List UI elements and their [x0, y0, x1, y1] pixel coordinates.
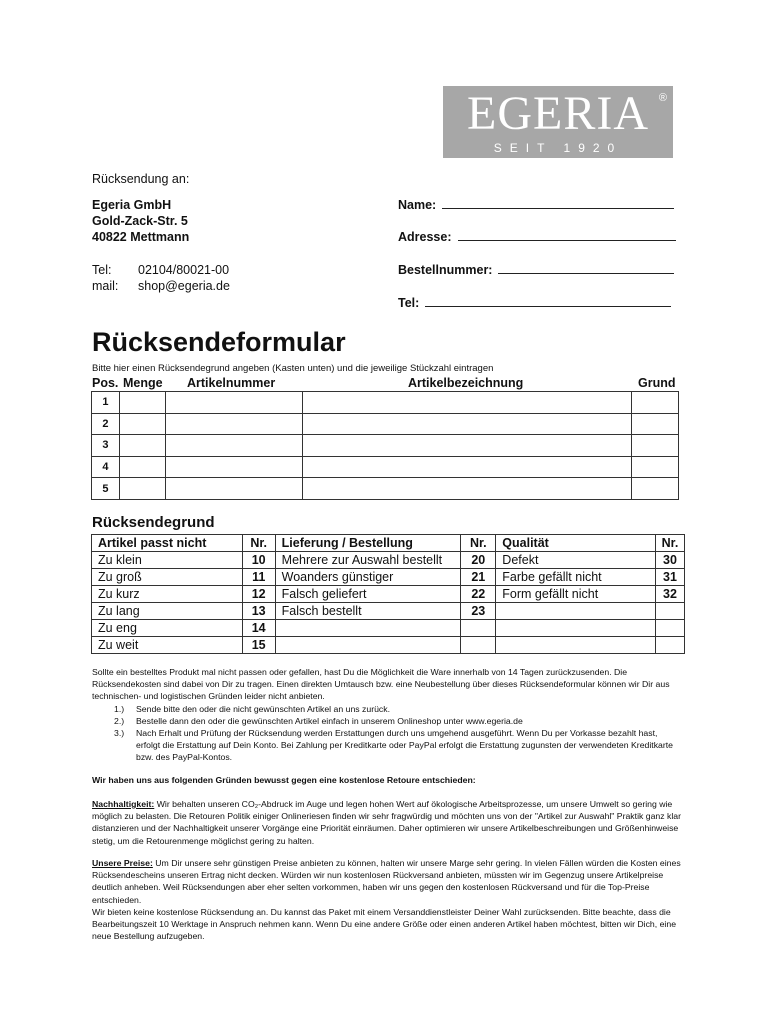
- reason-label: Zu lang: [92, 603, 243, 620]
- list-item: [92, 715, 682, 727]
- reason-cell[interactable]: [632, 478, 679, 500]
- order-number-field[interactable]: [398, 262, 674, 277]
- reasons-header: Nr.: [656, 535, 685, 552]
- table-row: [92, 435, 679, 457]
- reason-label: [275, 637, 461, 654]
- reason-cell[interactable]: [632, 413, 679, 435]
- form-hint: Bitte hier einen Rücksendegrund angeben (Kasten unten) und die jeweilige Stückzahl eintragen: [92, 363, 494, 374]
- reasons-header: Nr.: [461, 535, 496, 552]
- reason-code: 23: [461, 603, 496, 620]
- article-number-cell[interactable]: [165, 478, 302, 500]
- tel-value: 02104/80021-00: [138, 263, 230, 277]
- reason-label: Defekt: [496, 552, 656, 569]
- reason-cell[interactable]: [632, 435, 679, 457]
- pos-cell: 5: [92, 478, 120, 500]
- name-field[interactable]: [398, 197, 674, 212]
- col-artikelbezeichnung: Artikelbezeichnung: [408, 376, 524, 390]
- closing-text: Wir bieten keine kostenlose Rücksendung an. Du kannst das Paket mit einem Versanddienstleister Deiner Wahl zurücksenden. Bitte beachte, dass die Bearbeitungszeit 10 Werktage in Anspruch nehmen kann. Wenn Du eine andere Größe oder einen anderen Artikel haben möchtest, bitten wir Dich, eine neue Bestellung aufzugeben.: [92, 906, 677, 942]
- sustainability-text: Wir behalten unseren CO₂-Abdruck im Auge und legen hohen Wert auf ökologische Arbeitsprozesse, um unsere Umwelt so gering wie möglich zu belasten. Die Retouren Politik einiger Onlineriesen finden wir sehr fragwürdig und möchten uns von der "Artikel zur Auswahl" Praktik ganz klar distanzieren und der Nachhaltigkeit unserer Vorgänge eine Priorität einräumen. Daher optimieren wir unsere Artikelbeschreibungen und Größenhinweise stetig, um die Retourenmenge möglichst gering zu halten.: [92, 799, 682, 846]
- table-row: [92, 637, 685, 654]
- reason-cell[interactable]: [632, 456, 679, 478]
- page-title: Rücksendeformular: [92, 327, 346, 357]
- quantity-cell[interactable]: [119, 392, 165, 414]
- logo-registered: ®: [658, 92, 667, 104]
- article-name-cell[interactable]: [302, 392, 631, 414]
- reason-label: Zu weit: [92, 637, 243, 654]
- customer-tel-line[interactable]: [425, 295, 671, 307]
- quantity-cell[interactable]: [119, 435, 165, 457]
- reason-label: Zu groß: [92, 569, 243, 586]
- col-grund: Grund: [638, 376, 676, 390]
- article-name-cell[interactable]: [302, 435, 631, 457]
- table-row: [92, 552, 685, 569]
- items-table: [91, 391, 679, 500]
- reason-code: 20: [461, 552, 496, 569]
- table-row: [92, 586, 685, 603]
- pos-cell: 4: [92, 456, 120, 478]
- reason-label: Falsch bestellt: [275, 603, 461, 620]
- reason-label: Mehrere zur Auswahl bestellt: [275, 552, 461, 569]
- reason-code: 15: [242, 637, 275, 654]
- step-text: Nach Erhalt und Prüfung der Rücksendung werden Erstattungen durch uns umgehend ausgeführt. Wenn Du per Vorkasse bezahlt hast, erfolgt die Erstattung auf Dein Konto. Bei Zahlung per Kreditkarte oder PayPal erfolgt die Erstattung zugunsten der verwendeten Kreditkarte bzw. des PayPal-Kontos.: [136, 728, 674, 763]
- reasons-heading: Wir haben uns aus folgenden Gründen bewusst gegen eine kostenlose Retoure entschieden:: [92, 775, 476, 785]
- reason-code: 13: [242, 603, 275, 620]
- table-row: [92, 456, 679, 478]
- reason-code: 32: [656, 586, 685, 603]
- article-number-cell[interactable]: [165, 456, 302, 478]
- article-number-cell[interactable]: [165, 392, 302, 414]
- intro-paragraph: [92, 666, 682, 764]
- name-label: Name:: [398, 198, 437, 212]
- reason-code: [461, 620, 496, 637]
- reason-code: 12: [242, 586, 275, 603]
- reasons-header: Lieferung / Bestellung: [275, 535, 461, 552]
- reason-label: Falsch geliefert: [275, 586, 461, 603]
- reasons-header: Artikel passt nicht: [92, 535, 243, 552]
- list-item: [92, 703, 682, 715]
- table-row: [92, 413, 679, 435]
- col-menge: Menge: [123, 376, 163, 390]
- customer-tel-label: Tel:: [398, 296, 420, 310]
- reason-label: Zu eng: [92, 620, 243, 637]
- reasons-header: Nr.: [242, 535, 275, 552]
- mail-value: shop@egeria.de: [138, 279, 230, 293]
- company-name: Egeria GmbH: [92, 198, 172, 212]
- reasons-header-row: [92, 535, 685, 552]
- reason-code: 22: [461, 586, 496, 603]
- pos-cell: 3: [92, 435, 120, 457]
- return-to-label: Rücksendung an:: [92, 172, 190, 186]
- reason-label: [496, 603, 656, 620]
- tel-field[interactable]: [398, 295, 671, 310]
- reason-code: [656, 620, 685, 637]
- reasons-title: Rücksendegrund: [92, 514, 215, 531]
- article-number-cell[interactable]: [165, 413, 302, 435]
- tel-label: Tel:: [92, 263, 112, 277]
- reason-code: [656, 603, 685, 620]
- step-number: 3.): [114, 728, 125, 739]
- quantity-cell[interactable]: [119, 413, 165, 435]
- pos-cell: 1: [92, 392, 120, 414]
- quantity-cell[interactable]: [119, 456, 165, 478]
- reason-code: 11: [242, 569, 275, 586]
- steps-list: [92, 703, 682, 764]
- table-row: [92, 603, 685, 620]
- address-field[interactable]: [398, 229, 676, 244]
- reason-code: 10: [242, 552, 275, 569]
- reason-cell[interactable]: [632, 392, 679, 414]
- mail-label: mail:: [92, 279, 119, 293]
- article-number-cell[interactable]: [165, 435, 302, 457]
- logo-tagline: SEIT 1920: [493, 141, 623, 155]
- table-row: [92, 478, 679, 500]
- reason-label: Farbe gefällt nicht: [496, 569, 656, 586]
- pos-cell: 2: [92, 413, 120, 435]
- reason-code: 21: [461, 569, 496, 586]
- company-city: 40822 Mettmann: [92, 230, 190, 244]
- order-number-line[interactable]: [498, 262, 674, 274]
- intro-text: Sollte ein bestelltes Produkt mal nicht passen oder gefallen, hast Du die Möglichkeit die Ware innerhalb von 14 Tagen zurückzusenden. Die Rücksendekosten sind dabei von Dir zu tragen. Einen direkten Umtausch bzw. eine Neubestellung über dieses Rücksendeformular können wir Dir aus technischen- und logistischen Gründen leider nicht anbieten.: [92, 667, 670, 702]
- quantity-cell[interactable]: [119, 478, 165, 500]
- reason-label: Zu kurz: [92, 586, 243, 603]
- col-pos: Pos.: [92, 376, 119, 390]
- egeria-logo: [443, 86, 673, 158]
- order-number-label: Bestellnummer:: [398, 263, 493, 277]
- reason-code: [656, 637, 685, 654]
- reason-label: [496, 620, 656, 637]
- prices-label: Unsere Preise:: [92, 858, 153, 868]
- table-row: [92, 620, 685, 637]
- prices-text: Um Dir unsere sehr günstigen Preise anbieten zu können, halten wir unsere Marge sehr gering. In vielen Fällen würden die Kosten eines Rücksendescheins unseren Ertrag nicht decken. Würden wir nun kostenlosen Rückversand anbieten, müssten wir im Gegenzug unsere Artikelpreise deutlich anheben. Weil Rücksendungen aber eher selten vorkommen, haben wir uns gegen den kostenlosen Rückversand und für die Top-Preise entschieden.: [92, 858, 681, 905]
- step-text: Sende bitte den oder die nicht gewünschten Artikel an uns zurück.: [136, 703, 391, 714]
- reason-code: 30: [656, 552, 685, 569]
- prices-paragraph: [92, 857, 682, 942]
- reason-code: 31: [656, 569, 685, 586]
- logo-wordmark: EGERIA: [467, 87, 649, 140]
- reason-label: Woanders günstiger: [275, 569, 461, 586]
- col-artikelnummer: Artikelnummer: [187, 376, 276, 390]
- reasons-header: Qualität: [496, 535, 656, 552]
- reason-label: Form gefällt nicht: [496, 586, 656, 603]
- address-line[interactable]: [458, 229, 676, 241]
- step-number: 2.): [114, 715, 125, 726]
- reason-code: 14: [242, 620, 275, 637]
- name-line[interactable]: [442, 197, 674, 209]
- list-item: [92, 727, 682, 764]
- reason-code: [461, 637, 496, 654]
- reason-label: Zu klein: [92, 552, 243, 569]
- step-number: 1.): [114, 703, 125, 714]
- sustainability-label: Nachhaltigkeit:: [92, 799, 155, 809]
- table-row: [92, 392, 679, 414]
- article-name-cell[interactable]: [302, 456, 631, 478]
- article-name-cell[interactable]: [302, 413, 631, 435]
- sustainability-paragraph: [92, 798, 682, 847]
- table-row: [92, 569, 685, 586]
- step-text: Bestelle dann den oder die gewünschten Artikel einfach in unserem Onlineshop unter www.egeria.de: [136, 715, 523, 726]
- reasons-table: [91, 534, 685, 654]
- article-name-cell[interactable]: [302, 478, 631, 500]
- company-street: Gold-Zack-Str. 5: [92, 214, 188, 228]
- address-label: Adresse:: [398, 230, 452, 244]
- reason-label: [496, 637, 656, 654]
- reason-label: [275, 620, 461, 637]
